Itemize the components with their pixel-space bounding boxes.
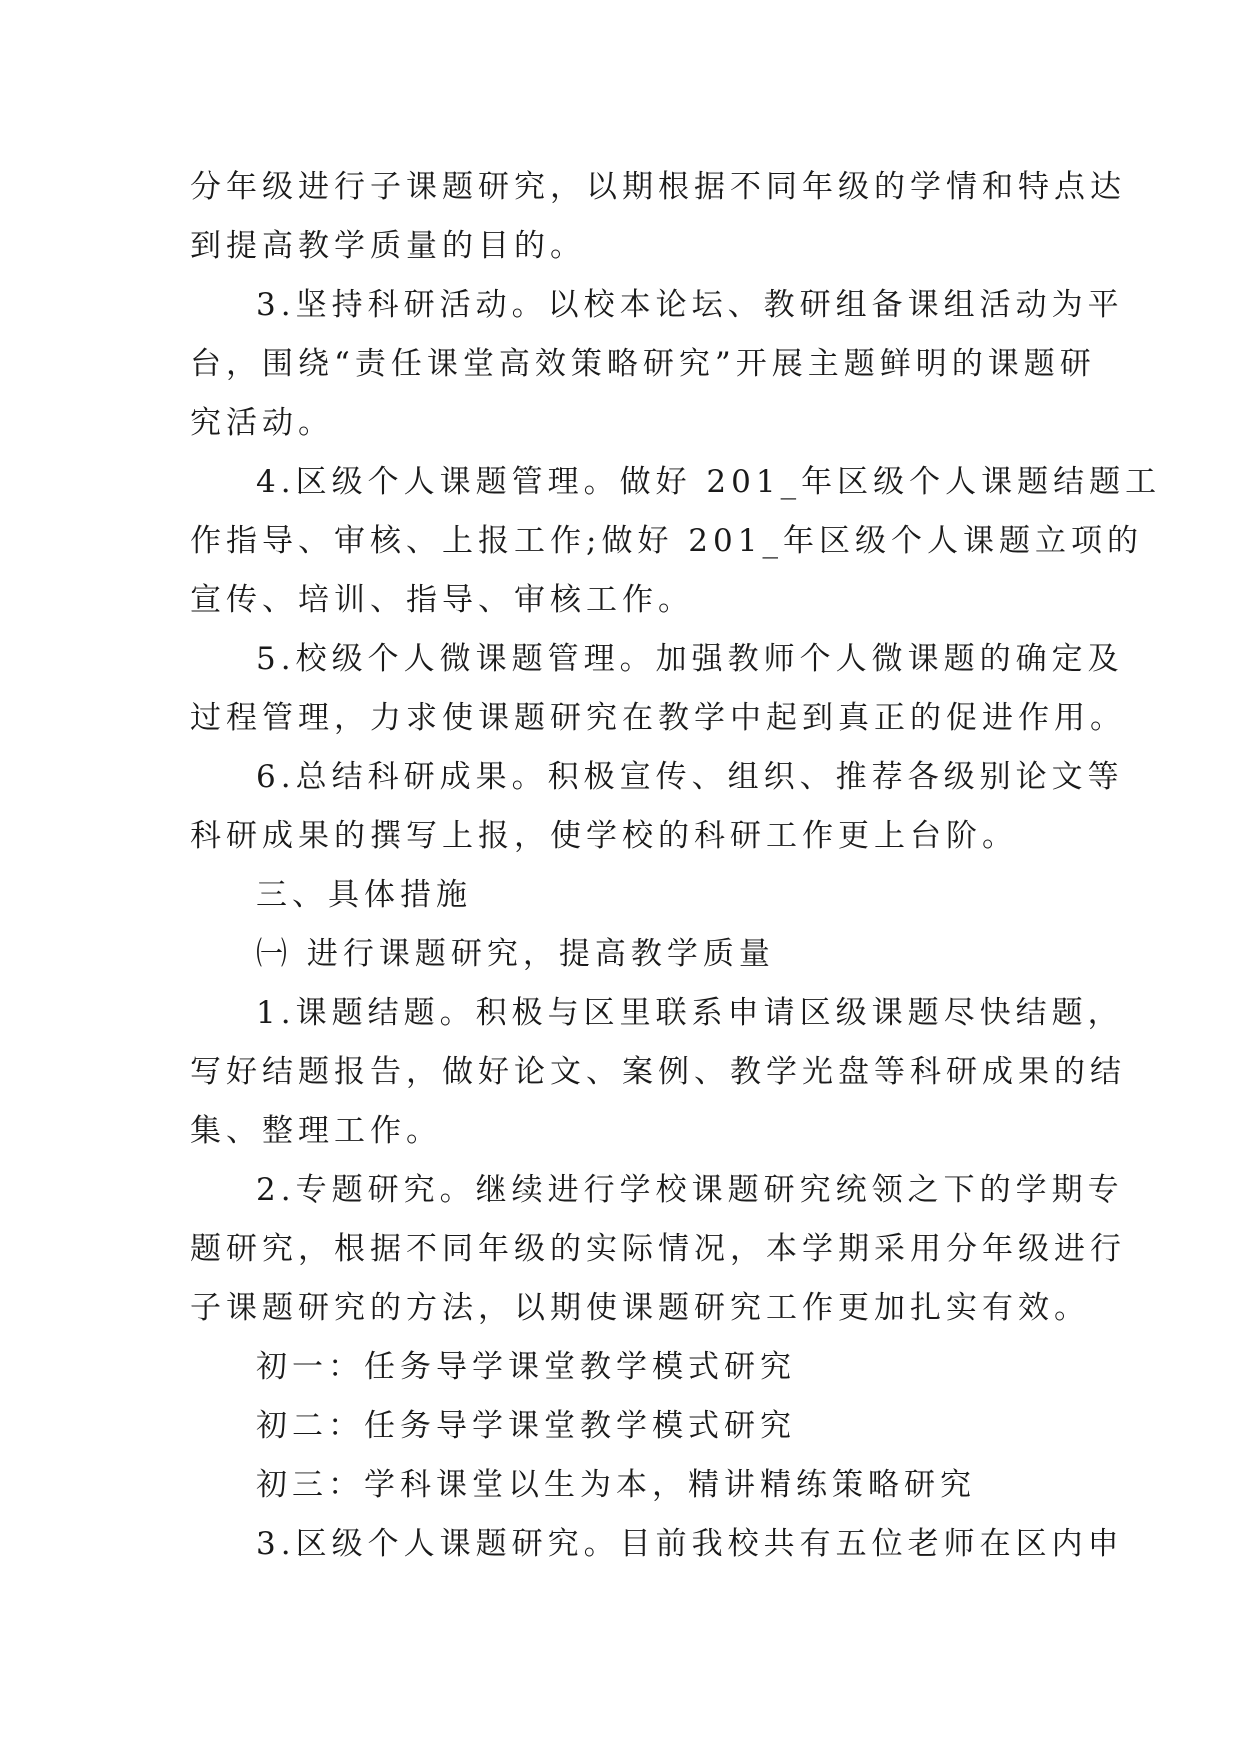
text-line: 过程管理，力求使课题研究在教学中起到真正的促进作用。 — [190, 700, 1126, 736]
text-line: 台，围绕“责任课堂高效策略研究”开展主题鲜明的课题研 — [190, 346, 1096, 382]
text-line: 初三：学科课堂以生为本，精讲精练策略研究 — [256, 1467, 976, 1503]
text-line: 3.区级个人课题研究。目前我校共有五位老师在区内申 — [256, 1526, 1124, 1562]
subsection-heading-1 — [190, 925, 1090, 984]
text-line: 分年级进行子课题研究，以期根据不同年级的学情和特点达 — [190, 169, 1126, 205]
text-line: 5.校级个人微课题管理。加强教师个人微课题的确定及 — [256, 641, 1124, 677]
text-line: 写好结题报告，做好论文、案例、教学光盘等科研成果的结 — [190, 1054, 1126, 1090]
text-line: 科研成果的撰写上报，使学校的科研工作更上台阶。 — [190, 818, 1018, 854]
text-line: 作指导、审核、上报工作;做好 201_年区级个人课题立项的 — [190, 523, 1143, 559]
paragraph-item-6 — [190, 748, 1124, 866]
text-line: 1.课题结题。积极与区里联系申请区级课题尽快结题， — [256, 995, 1124, 1031]
paragraph-item-3 — [190, 276, 1124, 453]
grade-item-3 — [190, 1456, 1090, 1515]
paragraph-item-5 — [190, 630, 1126, 748]
text-line: 集、整理工作。 — [190, 1113, 442, 1149]
grade-item-2 — [190, 1397, 1090, 1456]
text-line: 初一：任务导学课堂教学模式研究 — [256, 1349, 796, 1385]
document-body — [190, 158, 1162, 1574]
text-line: 到提高教学质量的目的。 — [190, 228, 586, 264]
grade-item-1 — [190, 1338, 1090, 1397]
text-line: 4.区级个人课题管理。做好 201_年区级个人课题结题工 — [256, 464, 1162, 500]
text-line: 6.总结科研成果。积极宣传、组织、推荐各级别论文等 — [256, 759, 1124, 795]
text-line: 初二：任务导学课堂教学模式研究 — [256, 1408, 796, 1444]
subheading-text: ㈠ 进行课题研究，提高教学质量 — [256, 936, 775, 972]
paragraph-measure-2 — [190, 1161, 1126, 1338]
text-line: 3.坚持科研活动。以校本论坛、教研组备课组活动为平 — [256, 287, 1124, 323]
section-heading-3 — [190, 866, 1090, 925]
text-line: 2.专题研究。继续进行学校课题研究统领之下的学期专 — [256, 1172, 1124, 1208]
heading-text: 三、具体措施 — [256, 877, 472, 913]
paragraph-measure-1 — [190, 984, 1126, 1161]
text-line: 宣传、培训、指导、审核工作。 — [190, 582, 694, 618]
paragraph-continued-intro — [190, 158, 1126, 276]
text-line: 究活动。 — [190, 405, 334, 441]
text-line: 子课题研究的方法，以期使课题研究工作更加扎实有效。 — [190, 1290, 1090, 1326]
paragraph-measure-3 — [190, 1515, 1124, 1574]
text-line: 题研究，根据不同年级的实际情况，本学期采用分年级进行 — [190, 1231, 1126, 1267]
paragraph-item-4 — [190, 453, 1162, 630]
